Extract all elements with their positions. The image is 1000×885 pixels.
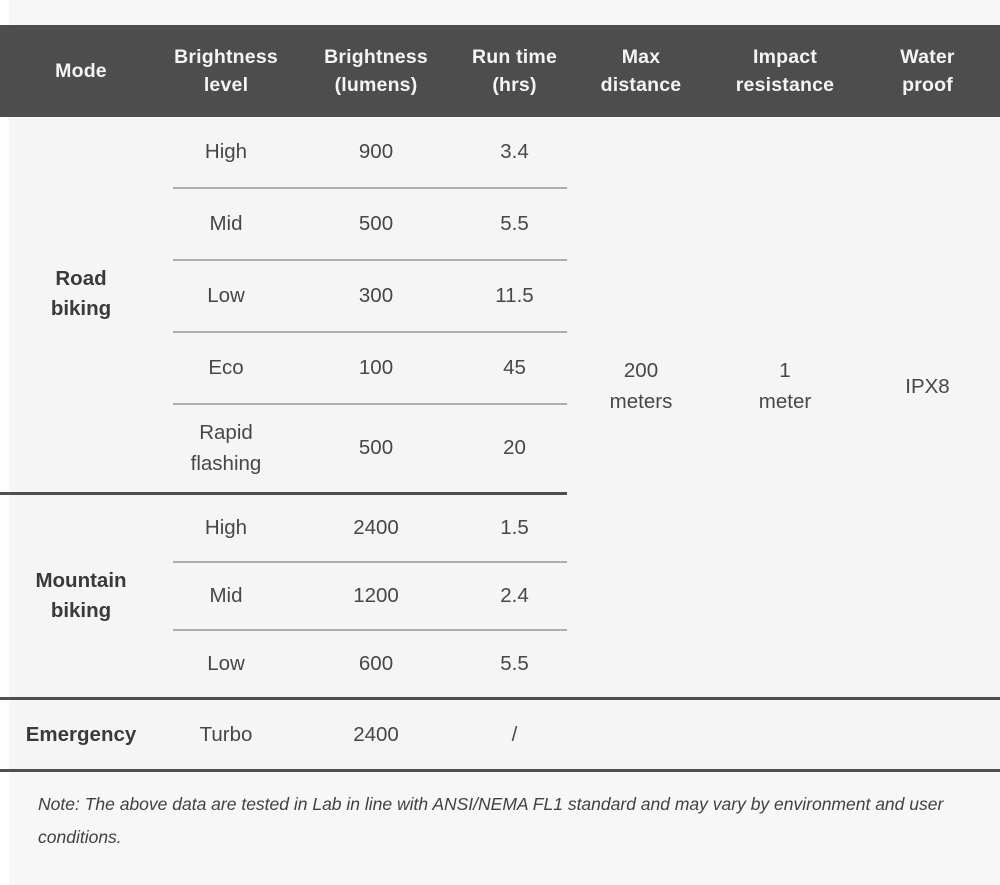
brightness-level-cell: Mid: [209, 584, 243, 607]
table-body: [0, 117, 1000, 772]
header-brightness-level: [162, 25, 290, 117]
impact-resistance-value: 1 meter: [758, 359, 812, 413]
runtime-cell: 11.5: [495, 283, 534, 307]
lumens-cell: 600: [358, 652, 394, 675]
group-road-biking: [0, 117, 567, 492]
max-distance-value: 200 meters: [609, 359, 673, 413]
header-line: Brightness: [174, 46, 278, 68]
runtime-cell: /: [511, 722, 518, 746]
top-margin-strip: [0, 0, 1000, 25]
mode-label: Road biking: [50, 266, 112, 320]
lumens-cell: 1200: [353, 584, 399, 607]
runtime-cell: 5.5: [500, 652, 529, 675]
runtime-cell: 2.4: [500, 584, 529, 607]
lumens-cell: 900: [358, 139, 394, 163]
table-row: [162, 405, 567, 492]
header-mode: [0, 25, 162, 117]
lumens-cell: 300: [358, 283, 394, 307]
mode-cell-emergency: [0, 700, 162, 769]
water-proof-value: IPX8: [905, 374, 950, 398]
table-row: [162, 117, 567, 187]
lumens-cell: 2400: [353, 722, 399, 746]
brightness-level-cell: High: [204, 516, 248, 539]
table-row: [162, 333, 567, 403]
table-row: [162, 189, 567, 259]
header-line: Water: [900, 46, 955, 68]
runtime-cell: 5.5: [500, 211, 529, 235]
table-row: [162, 631, 567, 697]
brightness-level-cell: [162, 417, 290, 479]
lumens-cell: 500: [358, 211, 394, 235]
table-row: [162, 700, 567, 769]
header-line: distance: [600, 74, 682, 96]
header-run-time: [462, 25, 567, 117]
water-proof-cell: [855, 117, 1000, 697]
header-max-distance: [567, 25, 715, 117]
header-water-proof: [855, 25, 1000, 117]
header-brightness-lumens: [290, 25, 462, 117]
impact-resistance-cell: [715, 117, 855, 697]
emergency-rows: [162, 700, 567, 769]
header-line: Impact: [752, 46, 818, 68]
table-row: [162, 563, 567, 629]
footnote-area: [0, 772, 1000, 885]
header-line: (lumens): [334, 74, 418, 96]
header-line: resistance: [735, 74, 835, 96]
max-distance-cell: [567, 117, 715, 697]
header-line: level: [203, 74, 249, 96]
runtime-cell: 1.5: [500, 516, 529, 539]
header-line: proof: [902, 74, 953, 96]
runtime-cell: 20: [503, 436, 526, 460]
header-mode-label: Mode: [55, 60, 107, 82]
runtime-cell: 3.4: [500, 139, 529, 163]
brightness-level-cell: High: [204, 139, 248, 163]
mountain-biking-rows: [162, 495, 567, 697]
header-impact-resistance: [715, 25, 855, 117]
mode-cell-road-biking: [0, 117, 162, 492]
brightness-level-text: Rapid flashing: [190, 421, 262, 476]
lumens-cell: 500: [358, 436, 394, 460]
table-row: [162, 261, 567, 331]
group-emergency: [0, 700, 567, 769]
road-biking-rows: [162, 117, 567, 492]
brightness-level-cell: Eco: [208, 355, 244, 379]
brightness-level-cell: Mid: [209, 211, 243, 235]
header-line: Max: [621, 46, 661, 68]
mode-cell-mountain-biking: [0, 495, 162, 697]
runtime-cell: 45: [503, 355, 526, 379]
merged-spec-cells: [567, 117, 1000, 697]
header-line: Run time: [471, 46, 558, 68]
mode-label: Mountain biking: [35, 569, 127, 622]
table-header-row: [0, 25, 1000, 117]
mode-label: Emergency: [25, 722, 137, 746]
brightness-level-cell: Low: [207, 283, 245, 307]
lumens-cell: 100: [358, 355, 394, 379]
header-line: Brightness: [324, 46, 428, 68]
group-mountain-biking: [0, 495, 567, 697]
header-line: (hrs): [492, 74, 537, 96]
footnote-text: Note: The above data are tested in Lab in line with ANSI/NEMA FL1 standard and may vary by environment and user conditions.: [38, 794, 944, 847]
brightness-level-cell: Turbo: [199, 722, 253, 746]
brightness-level-cell: Low: [207, 652, 245, 675]
lumens-cell: 2400: [353, 516, 399, 539]
table-row: [162, 495, 567, 561]
